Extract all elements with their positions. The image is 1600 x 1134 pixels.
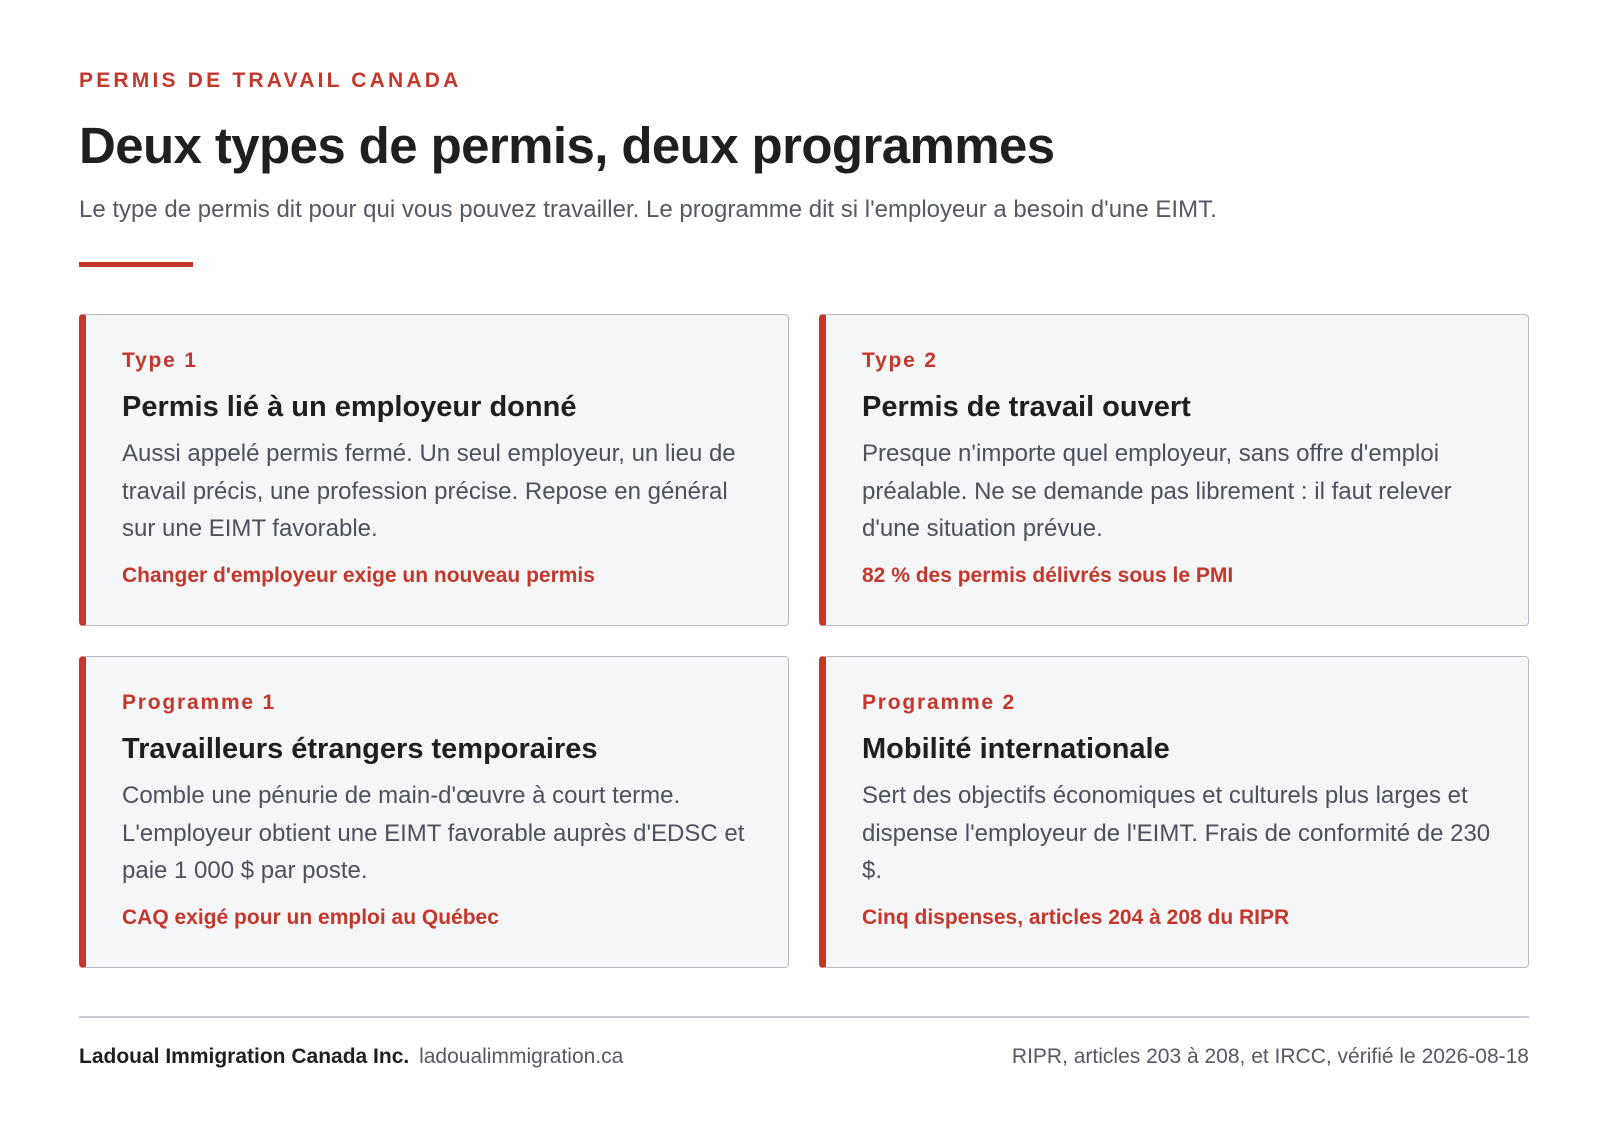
card-kicker: Programme 1 (122, 691, 277, 714)
card-programme-1 (79, 656, 789, 968)
page-subtitle: Le type de permis dit pour qui vous pouvez travailler. Le programme dit si l'employeur a besoin d'une EIMT. (79, 196, 1217, 223)
card-title: Permis de travail ouvert (862, 391, 1191, 423)
card-kicker: Programme 2 (862, 691, 1017, 714)
card-body: Presque n'importe quel employeur, sans offre d'emploi préalable. Ne se demande pas librement : il faut relever d'une situation prévue. (862, 440, 1452, 542)
card-note: CAQ exigé pour un emploi au Québec (122, 905, 499, 929)
card-kicker: Type 2 (862, 349, 938, 372)
footer-divider (79, 1016, 1529, 1018)
card-note: Changer d'employeur exige un nouveau permis (122, 563, 595, 587)
card-title: Permis lié à un employeur donné (122, 391, 577, 423)
accent-divider (79, 262, 193, 267)
card-type-1 (79, 314, 789, 626)
infographic-page (79, 0, 1529, 1134)
card-note: 82 % des permis délivrés sous le PMI (862, 563, 1234, 587)
card-type-2 (819, 314, 1529, 626)
card-body: Aussi appelé permis fermé. Un seul employeur, un lieu de travail précis, une profession précise. Repose en général sur une EIMT favorable. (122, 440, 736, 542)
footer-brand-block (79, 1045, 623, 1069)
eyebrow-label: PERMIS DE TRAVAIL CANADA (79, 69, 462, 92)
website-link[interactable]: ladoualimmigration.ca (419, 1045, 624, 1068)
card-title: Mobilité internationale (862, 733, 1170, 765)
card-kicker: Type 1 (122, 349, 198, 372)
card-body: Sert des objectifs économiques et culturels plus larges et dispense l'employeur de l'EIMT. Frais de conformité de 230 $. (862, 782, 1491, 884)
page-title: Deux types de permis, deux programmes (79, 117, 1055, 174)
card-title: Travailleurs étrangers temporaires (122, 733, 598, 765)
source-citation: RIPR, articles 203 à 208, et IRCC, vérifié le 2026-08-18 (1011, 1045, 1529, 1068)
brand-name: Ladoual Immigration Canada Inc. (79, 1045, 410, 1068)
card-body: Comble une pénurie de main-d'œuvre à court terme. L'employeur obtient une EIMT favorable auprès d'EDSC et paie 1 000 $ par poste. (122, 782, 745, 884)
card-programme-2 (819, 656, 1529, 968)
card-note: Cinq dispenses, articles 204 à 208 du RIPR (862, 905, 1290, 929)
